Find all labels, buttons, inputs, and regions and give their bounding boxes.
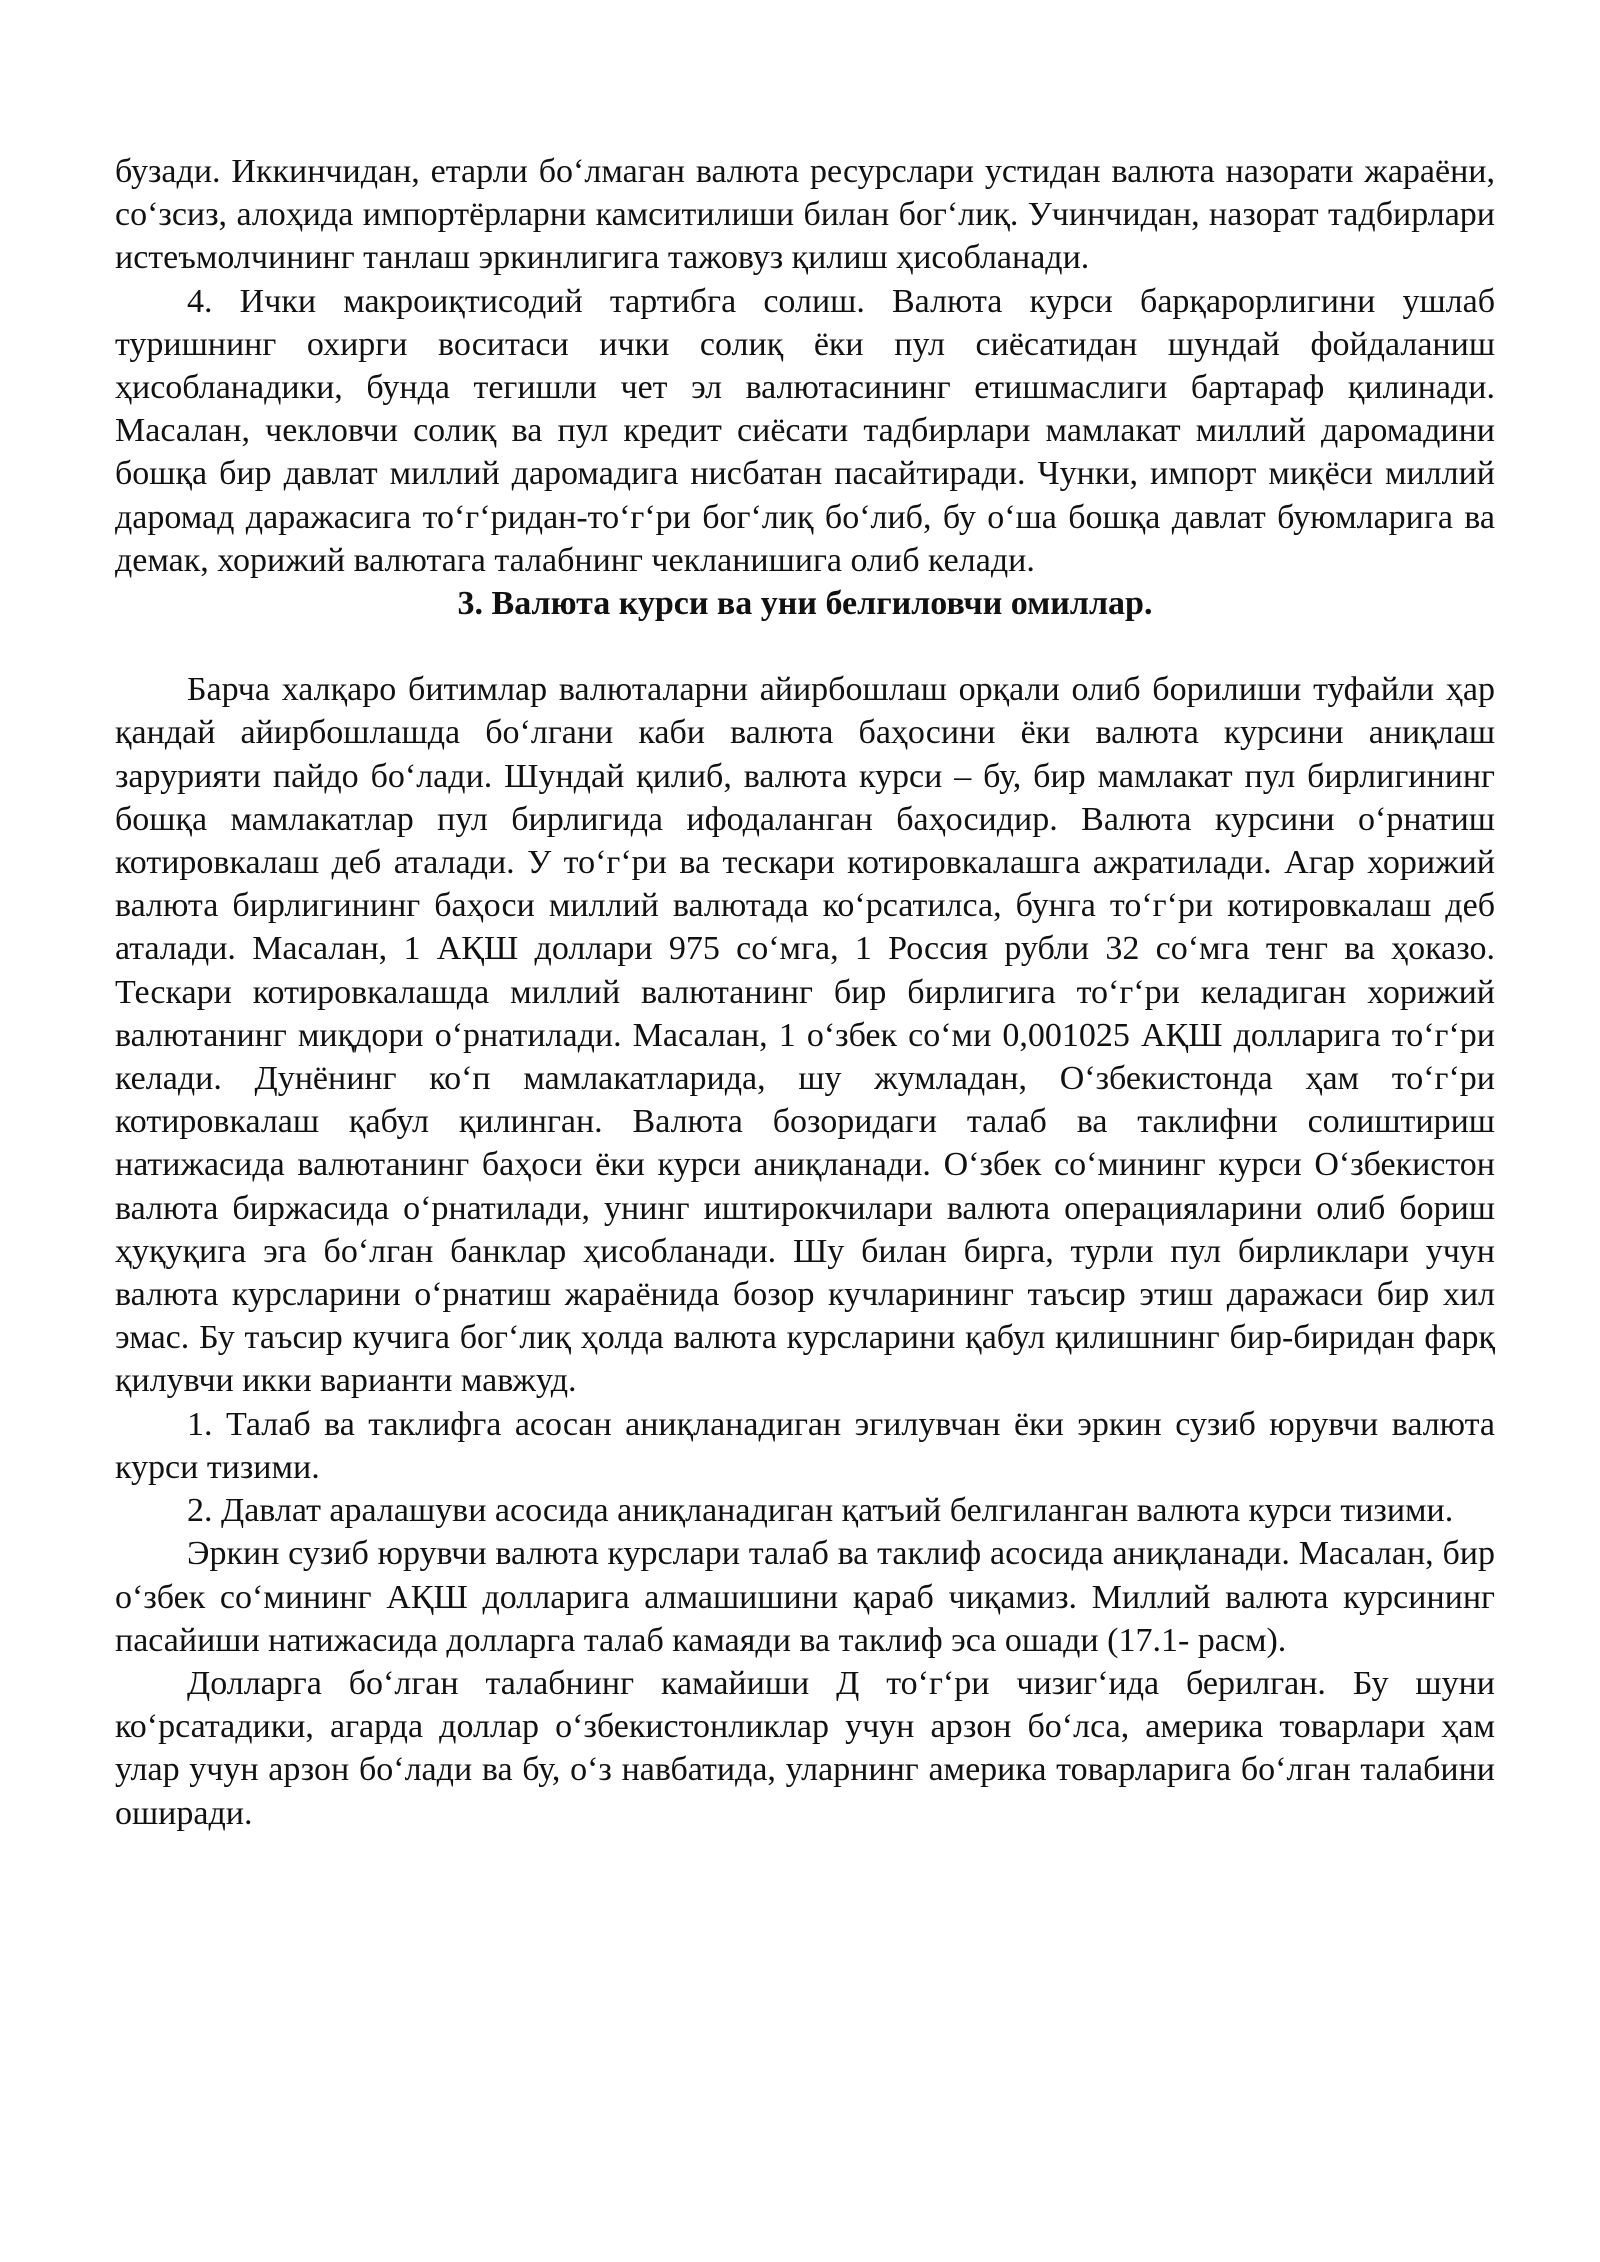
paragraph-fixed-rate-system: 2. Давлат аралашуви асосида аниқланадиган қатъий белгиланган валюта курси тизими. [187,1492,1454,1530]
paragraph-floating-rates-example: Эркин сузиб юрувчи валюта курслари талаб ва таклиф асосида аниқланади. Масалан, бир о‘збек со‘мининг АҚШ долларига алмашишини қараб чиқамиз. Миллий валюта курсининг пасайиши натижасида долларга талаб камаяди ва таклиф эса ошади (17.1- расм). [115,1535,1495,1659]
section-heading: 3. Валюта курси ва уни белгиловчи омиллар. [457,585,1153,623]
paragraph-exchange-rate-definition: Барча халқаро битимлар валюталарни айирбошлаш орқали олиб борилиши туфайли ҳар қандай айирбошлашда бо‘лгани каби валюта баҳосини ёки валюта курсини аниқлаш зарурияти пайдо бо‘лади. Шундай қилиб, валюта курси – бу, бир мамлакат пул бирлигининг бошқа мамлакатлар пул бирлигида ифодаланган баҳосидир. Валюта курсини о‘рнатиш котировкалаш деб аталади. У то‘г‘ри ва тескари котировкалашга ажратилади. Агар хорижий валюта бирлигининг баҳоси миллий валютада ко‘рсатилса, бунга то‘г‘ри котировкалаш деб аталади. Масалан, 1 АҚШ доллари 975 со‘мга, 1 Россия рубли 32 со‘мга тенг ва ҳоказо. Тескари котировкалашда миллий валютанинг бир бирлигига то‘г‘ри келадиган хорижий валютанинг миқдори о‘рнатилади. Масалан, 1 о‘збек со‘ми 0,001025 АҚШ долларига то‘г‘ри келади. Дунёнинг ко‘п мамлакатларида, шу жумладан, О‘збекистонда ҳам то‘г‘ри котировкалаш қабул қилинган. Валюта бозоридаги талаб ва таклифни солиштириш натижасида валютанинг баҳоси ёки курси аниқланади. О‘збек со‘мининг курси О‘збекистон валюта биржасида о‘рнатилади, унинг иштирокчилари валюта операцияларини олиб бориш ҳуқуқига эга бо‘лган банклар ҳисобланади. Шу билан бирга, турли пул бирликлари учун валюта курсларини о‘рнатиш жараёнида бозор кучларининг таъсир этиш даражаси бир хил эмас. Бу таъсир кучига бог‘лиқ ҳолда валюта курсларини қабул қилишнинг бир-биридан фарқ қилувчи икки варианти мавжуд. [115,671,1495,1400]
paragraph-dollar-demand: Долларга бо‘лган талабнинг камайиши Д то‘г‘ри чизиг‘ида берилган. Бу шуни ко‘рсатадики, агарда доллар о‘збекистонликлар учун арзон бо‘лса, америка товарлари ҳам улар учун арзон бо‘лади ва бу, о‘з навбатида, уларнинг америка товарларига бо‘лган талабини оширади. [115,1664,1495,1832]
paragraph-floating-rate-system: 1. Талаб ва таклифга асосан аниқланадиган эгилувчан ёки эркин сузиб юрувчи валюта курси тизими. [115,1405,1495,1486]
paragraph-currency-control: бузади. Иккинчидан, етарли бо‘лмаган валюта ресурслари устидан валюта назорати жараёни, со‘зсиз, алоҳида импортёрларни камситилиши билан бог‘лиқ. Учинчидан, назорат тадбирлари истеъмолчининг танлаш эркинлигига тажовуз қилиш ҳисобланади. [115,153,1495,277]
paragraph-macro-regulation: 4. Ички макроиқтисодий тартибга солиш. Валюта курси барқарорлигини ушлаб туришнинг охирги воситаси ички солиқ ёки пул сиёсатидан шундай фойдаланиш ҳисобланадики, бунда тегишли чет эл валютасининг етишмаслиги бартараф қилинади. Масалан, чекловчи солиқ ва пул кредит сиёсати тадбирлари мамлакат миллий даромадини бошқа бир давлат миллий даромадига нисбатан пасайтиради. Чунки, импорт миқёси миллий даромад даражасига то‘г‘ридан-то‘г‘ри бог‘лиқ бо‘либ, бу о‘ша бошқа давлат буюмларига ва демак, хорижий валютага талабнинг чекланишига олиб келади. [115,282,1495,579]
document-page [115,150,1495,1835]
